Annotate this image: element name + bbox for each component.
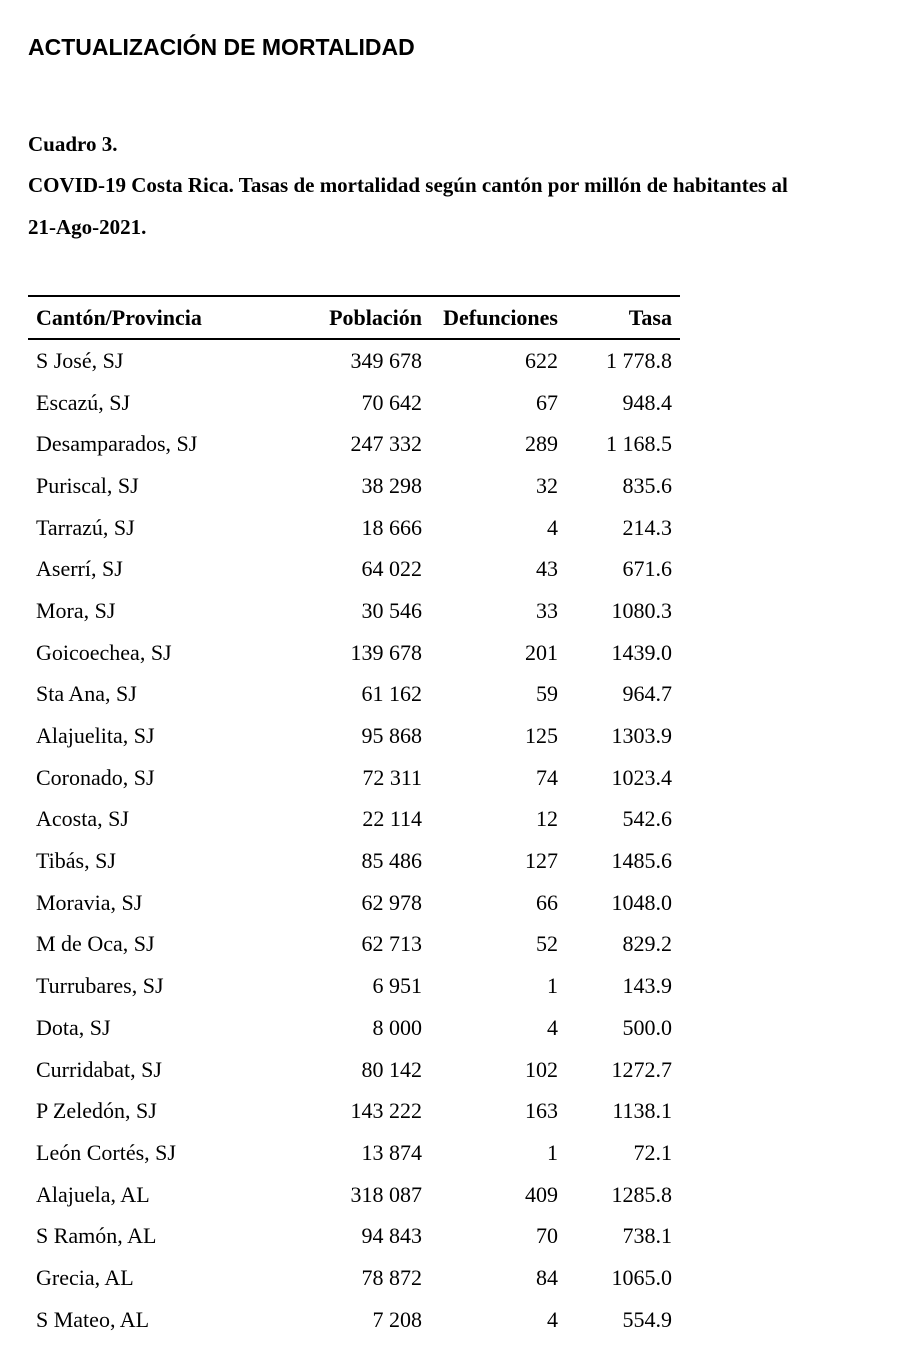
header-row [28, 296, 680, 339]
cell-canton: León Cortés, SJ [36, 1139, 176, 1165]
cell-defunciones: 1 [547, 1139, 558, 1165]
table-row [28, 507, 680, 549]
cell-tasa: 1080.3 [611, 597, 672, 623]
cell-defunciones: 74 [536, 764, 558, 790]
cell-defunciones: 127 [525, 848, 558, 874]
cell-defunciones: 33 [536, 597, 558, 623]
cell-defunciones: 59 [536, 681, 558, 707]
cell-poblacion: 62 713 [361, 931, 422, 957]
cell-defunciones: 102 [525, 1056, 558, 1082]
table-row [28, 1299, 680, 1341]
table-caption: COVID-19 Costa Rica. Tasas de mortalidad según cantón por millón de habitantes al [28, 173, 788, 197]
cell-defunciones: 84 [536, 1264, 558, 1290]
cell-tasa: 835.6 [622, 472, 672, 498]
cell-tasa: 72.1 [633, 1139, 672, 1165]
cell-poblacion: 30 546 [361, 597, 422, 623]
cell-tasa: 1 778.8 [606, 347, 672, 373]
cell-defunciones: 622 [525, 347, 558, 373]
cell-poblacion: 8 000 [372, 1014, 422, 1040]
cell-canton: Tarrazú, SJ [36, 514, 135, 540]
cell-defunciones: 52 [536, 931, 558, 957]
cell-poblacion: 38 298 [361, 472, 422, 498]
cell-tasa: 1272.7 [611, 1056, 672, 1082]
section-heading: ACTUALIZACIÓN DE MORTALIDAD [28, 34, 415, 60]
header-poblacion: Población [284, 296, 430, 339]
cell-tasa: 829.2 [622, 931, 672, 957]
cell-canton: S José, SJ [36, 347, 124, 373]
table-row [28, 1257, 680, 1299]
cell-poblacion: 95 868 [361, 723, 422, 749]
cell-canton: Moravia, SJ [36, 889, 143, 915]
cell-poblacion: 62 978 [361, 889, 422, 915]
table-row [28, 423, 680, 465]
header-tasa: Tasa [566, 296, 680, 339]
cell-defunciones: 32 [536, 472, 558, 498]
cell-tasa: 1065.0 [611, 1264, 672, 1290]
cell-tasa: 964.7 [622, 681, 672, 707]
cell-defunciones: 4 [547, 514, 558, 540]
cell-canton: Aserrí, SJ [36, 556, 123, 582]
cell-poblacion: 18 666 [361, 514, 422, 540]
cell-canton: Alajuela, AL [36, 1181, 150, 1207]
cell-poblacion: 61 162 [361, 681, 422, 707]
cell-canton: Escazú, SJ [36, 389, 131, 415]
cell-canton: Acosta, SJ [36, 806, 129, 832]
table-row [28, 965, 680, 1007]
cell-poblacion: 349 678 [350, 347, 422, 373]
table-row [28, 1215, 680, 1257]
cell-defunciones: 4 [547, 1306, 558, 1332]
cell-tasa: 671.6 [622, 556, 672, 582]
cell-defunciones: 66 [536, 889, 558, 915]
table-row [28, 465, 680, 507]
cell-tasa: 948.4 [622, 389, 672, 415]
table-row [28, 799, 680, 841]
table-row [28, 924, 680, 966]
cell-defunciones: 409 [525, 1181, 558, 1207]
cell-poblacion: 247 332 [350, 431, 422, 457]
table-row [28, 1007, 680, 1049]
cell-canton: S Ramón, AL [36, 1223, 157, 1249]
cell-canton: Puriscal, SJ [36, 472, 139, 498]
cell-canton: Alajuelita, SJ [36, 723, 155, 749]
cell-tasa: 1485.6 [611, 848, 672, 874]
cell-poblacion: 22 114 [362, 806, 422, 832]
cell-tasa: 542.6 [622, 806, 672, 832]
cell-poblacion: 318 087 [350, 1181, 422, 1207]
cell-poblacion: 78 872 [361, 1264, 422, 1290]
cell-canton: Goicoechea, SJ [36, 639, 172, 665]
cell-canton: Mora, SJ [36, 597, 116, 623]
cell-tasa: 1285.8 [611, 1181, 672, 1207]
table-header [28, 296, 680, 339]
table-row [28, 882, 680, 924]
cell-poblacion: 139 678 [350, 639, 422, 665]
cell-defunciones: 12 [536, 806, 558, 832]
cell-defunciones: 163 [525, 1098, 558, 1124]
table-row [28, 382, 680, 424]
cell-tasa: 1303.9 [611, 723, 672, 749]
cell-defunciones: 43 [536, 556, 558, 582]
table-row [28, 715, 680, 757]
cell-canton: Tibás, SJ [36, 848, 116, 874]
table-row [28, 1049, 680, 1091]
cell-tasa: 1023.4 [611, 764, 672, 790]
table-row [28, 1132, 680, 1174]
cell-tasa: 1 168.5 [606, 431, 672, 457]
cell-poblacion: 143 222 [350, 1098, 422, 1124]
cell-poblacion: 64 022 [361, 556, 422, 582]
cell-canton: Coronado, SJ [36, 764, 155, 790]
cell-canton: S Mateo, AL [36, 1306, 150, 1332]
cell-poblacion: 13 874 [361, 1139, 422, 1165]
cell-tasa: 143.9 [622, 973, 672, 999]
cell-poblacion: 85 486 [361, 848, 422, 874]
cell-defunciones: 67 [536, 389, 558, 415]
table-row [28, 1090, 680, 1132]
cell-defunciones: 289 [525, 431, 558, 457]
cell-canton: Curridabat, SJ [36, 1056, 162, 1082]
cell-tasa: 214.3 [622, 514, 672, 540]
cell-tasa: 1138.1 [612, 1098, 672, 1124]
cell-canton: Sta Ana, SJ [36, 681, 137, 707]
header-defunciones: Defunciones [430, 296, 566, 339]
header-canton: Cantón/Provincia [28, 296, 284, 339]
table-row [28, 757, 680, 799]
table-row [28, 632, 680, 674]
cell-defunciones: 4 [547, 1014, 558, 1040]
cell-poblacion: 6 951 [372, 973, 422, 999]
cell-poblacion: 7 208 [372, 1306, 422, 1332]
mortality-table [28, 295, 680, 1341]
table-row [28, 840, 680, 882]
table-number: Cuadro 3. [28, 132, 118, 156]
cell-poblacion: 80 142 [361, 1056, 422, 1082]
cell-canton: Turrubares, SJ [36, 973, 164, 999]
cell-tasa: 1048.0 [611, 889, 672, 915]
cell-canton: Grecia, AL [36, 1264, 134, 1290]
cell-canton: M de Oca, SJ [36, 931, 155, 957]
cell-defunciones: 125 [525, 723, 558, 749]
cell-tasa: 500.0 [622, 1014, 672, 1040]
cell-defunciones: 201 [525, 639, 558, 665]
cell-tasa: 738.1 [622, 1223, 672, 1249]
cell-defunciones: 70 [536, 1223, 558, 1249]
cell-poblacion: 70 642 [361, 389, 422, 415]
cell-canton: Desamparados, SJ [36, 431, 198, 457]
table-row [28, 590, 680, 632]
cell-poblacion: 94 843 [361, 1223, 422, 1249]
cell-defunciones: 1 [547, 973, 558, 999]
table-row [28, 674, 680, 716]
table-row [28, 548, 680, 590]
cell-tasa: 1439.0 [611, 639, 672, 665]
table-body [28, 339, 680, 1341]
table-row [28, 339, 680, 382]
cell-poblacion: 72 311 [362, 764, 422, 790]
cell-canton: Dota, SJ [36, 1014, 111, 1040]
cell-tasa: 554.9 [622, 1306, 672, 1332]
table-row [28, 1174, 680, 1216]
table-caption-date: 21-Ago-2021. [28, 215, 147, 239]
cell-canton: P Zeledón, SJ [36, 1098, 157, 1124]
